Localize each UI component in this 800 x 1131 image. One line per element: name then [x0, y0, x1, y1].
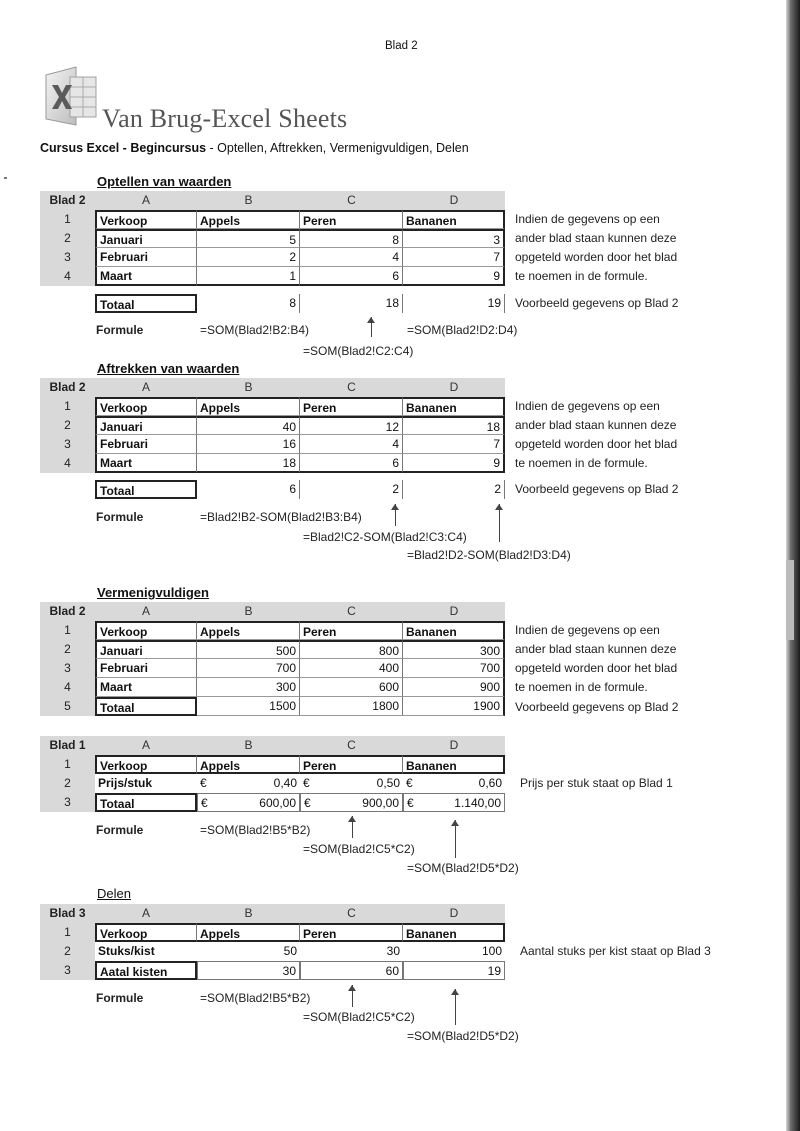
cell[interactable]: 300 — [403, 640, 505, 659]
table-row — [40, 659, 508, 678]
formula-d: =SOM(Blad2!D2:D4) — [407, 323, 518, 337]
cell[interactable]: Januari — [95, 416, 197, 435]
total-row — [40, 480, 508, 499]
page-header: Blad 2 — [385, 40, 418, 52]
col-header-d: D — [403, 904, 505, 923]
cell[interactable]: Peren — [300, 923, 403, 942]
cell[interactable]: Prijs/stuk — [98, 776, 153, 790]
table-row — [40, 621, 508, 640]
cell[interactable]: Maart — [95, 678, 197, 697]
cell[interactable]: 16 — [197, 435, 300, 454]
currency-symbol: € — [406, 776, 413, 790]
cell[interactable]: 60 — [300, 961, 403, 980]
cell[interactable]: 6 — [300, 454, 403, 473]
cell[interactable]: Februari — [95, 435, 197, 454]
price-value: 0,40 — [273, 776, 297, 790]
cell[interactable]: 500 — [197, 640, 300, 659]
cell[interactable]: 8 — [197, 294, 300, 313]
cell[interactable]: Peren — [300, 621, 403, 640]
arrow-up-icon — [395, 504, 396, 526]
cell[interactable]: Verkoop — [95, 923, 197, 942]
col-header-c: C — [300, 378, 403, 397]
note-line: te noemen in de formule. — [515, 456, 648, 470]
col-header-b: B — [197, 378, 300, 397]
table-row — [40, 397, 508, 416]
col-header-b: B — [197, 602, 300, 621]
arrow-up-icon — [371, 317, 372, 337]
note-line: te noemen in de formule. — [515, 680, 648, 694]
total-value: 600,00 — [259, 796, 296, 810]
cell[interactable]: Appels — [197, 397, 300, 416]
col-header-d: D — [403, 602, 505, 621]
col-header-a: A — [95, 191, 197, 210]
cell[interactable]: 600 — [300, 678, 403, 697]
cell[interactable]: 30 — [386, 944, 400, 958]
row-number: 3 — [40, 248, 95, 267]
cell[interactable]: Aatal kisten — [95, 961, 197, 980]
cell[interactable]: 1800 — [300, 697, 403, 716]
cell[interactable]: Januari — [95, 229, 197, 248]
note-line: te noemen in de formule. — [515, 269, 648, 283]
formula-b: =SOM(Blad2!B5*B2) — [200, 991, 311, 1005]
col-header-b: B — [197, 191, 300, 210]
formula-label: Formule — [96, 823, 144, 837]
cell[interactable]: 18 — [403, 416, 505, 435]
col-header-b: B — [197, 736, 300, 755]
table-row — [40, 942, 508, 961]
cell[interactable]: 40 — [197, 416, 300, 435]
cell[interactable]: 2 — [197, 248, 300, 267]
cell[interactable]: 18 — [197, 454, 300, 473]
cell[interactable]: 1 — [197, 267, 300, 286]
section-title-vermenigvuldigen: Vermenigvuldigen — [97, 585, 209, 600]
price-note: Prijs per stuk staat op Blad 1 — [520, 776, 673, 790]
formula-b: =Blad2!B2-SOM(Blad2!B3:B4) — [200, 510, 362, 524]
col-header-a: A — [95, 736, 197, 755]
table-row — [40, 923, 508, 942]
row-number: 3 — [40, 435, 95, 454]
row-number: 2 — [40, 774, 95, 793]
column-header-row — [40, 602, 508, 621]
currency-symbol: € — [407, 796, 414, 810]
arrow-up-icon — [455, 989, 456, 1025]
row-number: 2 — [40, 229, 95, 248]
cell[interactable]: 100 — [481, 944, 502, 958]
cell[interactable]: Verkoop — [95, 755, 197, 774]
cell[interactable]: 7 — [403, 248, 505, 267]
row-number: 4 — [40, 454, 95, 473]
arrow-up-icon — [352, 816, 353, 838]
note-line: ander blad staan kunnen deze — [515, 642, 677, 656]
row-number: 3 — [40, 659, 95, 678]
note-block — [515, 210, 677, 286]
cell[interactable]: 400 — [300, 659, 403, 678]
course-subtitle — [40, 141, 469, 155]
sheet-label: Blad 2 — [40, 602, 95, 621]
note-line: Indien de gegevens op een — [515, 212, 660, 226]
row-number: 1 — [40, 210, 95, 229]
price-row — [40, 774, 508, 793]
currency-cell[interactable] — [300, 774, 403, 793]
col-header-c: C — [300, 736, 403, 755]
table-row — [40, 229, 508, 248]
section-title-aftrekken: Aftrekken van waarden — [97, 361, 240, 376]
cell[interactable]: 19 — [403, 294, 505, 313]
note-line: Indien de gegevens op een — [515, 623, 660, 637]
cell[interactable]: 300 — [197, 678, 300, 697]
currency-symbol: € — [303, 776, 310, 790]
table-row — [40, 267, 508, 286]
example-note: Voorbeeld gegevens op Blad 2 — [515, 700, 679, 714]
row-number: 1 — [40, 621, 95, 640]
course-topics: - Optellen, Aftrekken, Vermenigvuldigen, Delen — [206, 141, 469, 155]
currency-cell[interactable] — [403, 793, 505, 812]
cell[interactable]: 800 — [300, 640, 403, 659]
cell[interactable]: Maart — [95, 454, 197, 473]
cell[interactable]: 4 — [300, 435, 403, 454]
cell[interactable]: 18 — [300, 294, 403, 313]
example-note: Voorbeeld gegevens op Blad 2 — [515, 482, 679, 496]
cell[interactable]: 7 — [403, 435, 505, 454]
price-value: 0,60 — [478, 776, 502, 790]
cell[interactable]: Bananen — [403, 755, 505, 774]
section-title-delen: Delen — [97, 886, 131, 901]
col-header-c: C — [300, 904, 403, 923]
formula-c: =SOM(Blad2!C2:C4) — [303, 344, 414, 358]
table-row — [40, 248, 508, 267]
currency-symbol: € — [304, 796, 311, 810]
note-line: ander blad staan kunnen deze — [515, 418, 677, 432]
col-header-d: D — [403, 736, 505, 755]
sheet-label: Blad 1 — [40, 736, 95, 755]
table-row — [40, 697, 508, 716]
formula-d: =Blad2!D2-SOM(Blad2!D3:D4) — [407, 548, 571, 562]
row-number: 4 — [40, 267, 95, 286]
cell[interactable]: Verkoop — [95, 621, 197, 640]
cell[interactable]: 4 — [300, 248, 403, 267]
total-label[interactable]: Totaal — [95, 480, 197, 499]
arrow-up-icon — [499, 504, 500, 542]
cell[interactable]: 12 — [300, 416, 403, 435]
col-header-a: A — [95, 378, 197, 397]
cell[interactable]: Peren — [300, 210, 403, 229]
brand-name: Van Brug-Excel Sheets — [102, 104, 348, 133]
col-header-b: B — [197, 904, 300, 923]
cell[interactable]: 700 — [197, 659, 300, 678]
scan-edge-mark — [786, 560, 794, 640]
cell[interactable]: Stuks/kist — [98, 944, 155, 958]
note-line: opgeteld worden door het blad — [515, 437, 678, 451]
cell[interactable]: 8 — [300, 229, 403, 248]
cell[interactable]: 50 — [283, 944, 297, 958]
column-header-row — [40, 736, 508, 755]
formula-d: =SOM(Blad2!D5*D2) — [407, 1029, 519, 1043]
row-number: 3 — [40, 793, 95, 812]
col-header-d: D — [403, 378, 505, 397]
cell[interactable]: Maart — [95, 267, 197, 286]
cell[interactable]: Bananen — [403, 397, 505, 416]
arrow-up-icon — [352, 985, 353, 1007]
table-row — [40, 755, 508, 774]
currency-cell[interactable] — [197, 774, 300, 793]
cell[interactable]: 3 — [403, 229, 505, 248]
note-line: ander blad staan kunnen deze — [515, 231, 677, 245]
currency-cell[interactable] — [197, 793, 300, 812]
table-row — [40, 416, 508, 435]
table-row — [40, 454, 508, 473]
currency-cell[interactable] — [403, 774, 505, 793]
note-block — [515, 621, 677, 697]
cell[interactable]: 19 — [403, 961, 505, 980]
cell[interactable]: Peren — [300, 397, 403, 416]
column-header-row — [40, 378, 508, 397]
total-label[interactable]: Totaal — [95, 294, 197, 313]
formula-label: Formule — [96, 323, 144, 337]
row-number: 5 — [40, 697, 95, 716]
cell[interactable]: Appels — [197, 755, 300, 774]
row-number: 1 — [40, 923, 95, 942]
currency-symbol: € — [200, 776, 207, 790]
note-line: Indien de gegevens op een — [515, 399, 660, 413]
col-header-c: C — [300, 602, 403, 621]
example-note: Voorbeeld gegevens op Blad 2 — [515, 296, 679, 310]
formula-label: Formule — [96, 510, 144, 524]
sheet-label: Blad 2 — [40, 378, 95, 397]
cell[interactable]: 1900 — [403, 697, 505, 716]
table-row — [40, 961, 508, 980]
cell[interactable]: 900 — [403, 678, 505, 697]
cell[interactable]: 9 — [403, 454, 505, 473]
cell[interactable]: Appels — [197, 210, 300, 229]
cell[interactable]: 6 — [300, 267, 403, 286]
cell[interactable]: Verkoop — [95, 210, 197, 229]
note-line: opgeteld worden door het blad — [515, 661, 678, 675]
cell[interactable]: Totaal — [95, 697, 197, 716]
course-title: Cursus Excel - Begincursus — [40, 141, 207, 155]
section-title-optellen: Optellen van waarden — [97, 174, 232, 189]
table-row — [40, 640, 508, 659]
cell[interactable]: Bananen — [403, 621, 505, 640]
col-header-a: A — [95, 904, 197, 923]
row-number: 2 — [40, 416, 95, 435]
cell[interactable]: Februari — [95, 248, 197, 267]
row-number: 4 — [40, 678, 95, 697]
total-value: 900,00 — [362, 796, 399, 810]
scan-speck — [4, 177, 7, 179]
cell[interactable]: Appels — [197, 923, 300, 942]
formula-label: Formule — [96, 991, 144, 1005]
currency-symbol: € — [201, 796, 208, 810]
cell[interactable]: Januari — [95, 640, 197, 659]
currency-cell[interactable] — [300, 793, 403, 812]
cell[interactable]: Bananen — [403, 923, 505, 942]
note-block — [515, 397, 677, 473]
cell[interactable]: Verkoop — [95, 397, 197, 416]
cell[interactable]: 9 — [403, 267, 505, 286]
cell[interactable]: 700 — [403, 659, 505, 678]
cell[interactable]: Bananen — [403, 210, 505, 229]
sheet-label: Blad 3 — [40, 904, 95, 923]
note-line: opgeteld worden door het blad — [515, 250, 678, 264]
cell[interactable]: 2 — [300, 480, 403, 499]
formula-c: =Blad2!C2-SOM(Blad2!C3:C4) — [303, 530, 467, 544]
total-label[interactable]: Totaal — [95, 793, 197, 812]
formula-d: =SOM(Blad2!D5*D2) — [407, 861, 519, 875]
cell[interactable]: Februari — [95, 659, 197, 678]
delen-note: Aantal stuks per kist staat op Blad 3 — [520, 944, 711, 958]
column-header-row — [40, 904, 508, 923]
cell[interactable]: 2 — [403, 480, 505, 499]
total-row — [40, 294, 508, 313]
total-row — [40, 793, 508, 812]
excel-logo-icon — [40, 65, 100, 127]
cell[interactable]: 1500 — [197, 697, 300, 716]
cell[interactable]: 6 — [197, 480, 300, 499]
cell[interactable]: Peren — [300, 755, 403, 774]
price-value: 0,50 — [376, 776, 400, 790]
row-number: 3 — [40, 961, 95, 980]
col-header-d: D — [403, 191, 505, 210]
formula-c: =SOM(Blad2!C5*C2) — [303, 1010, 415, 1024]
cell[interactable]: Appels — [197, 621, 300, 640]
total-value: 1.140,00 — [454, 796, 501, 810]
cell[interactable]: 30 — [197, 961, 300, 980]
row-number: 2 — [40, 942, 95, 961]
cell[interactable]: 5 — [197, 229, 300, 248]
row-number: 2 — [40, 640, 95, 659]
row-number: 1 — [40, 397, 95, 416]
table-row — [40, 210, 508, 229]
sheet-label: Blad 2 — [40, 191, 95, 210]
column-header-row — [40, 191, 508, 210]
row-number: 1 — [40, 755, 95, 774]
table-row — [40, 435, 508, 454]
formula-b: =SOM(Blad2!B2:B4) — [200, 323, 310, 337]
formula-c: =SOM(Blad2!C5*C2) — [303, 842, 415, 856]
formula-b: =SOM(Blad2!B5*B2) — [200, 823, 311, 837]
col-header-c: C — [300, 191, 403, 210]
arrow-up-icon — [455, 820, 456, 858]
col-header-a: A — [95, 602, 197, 621]
table-row — [40, 678, 508, 697]
